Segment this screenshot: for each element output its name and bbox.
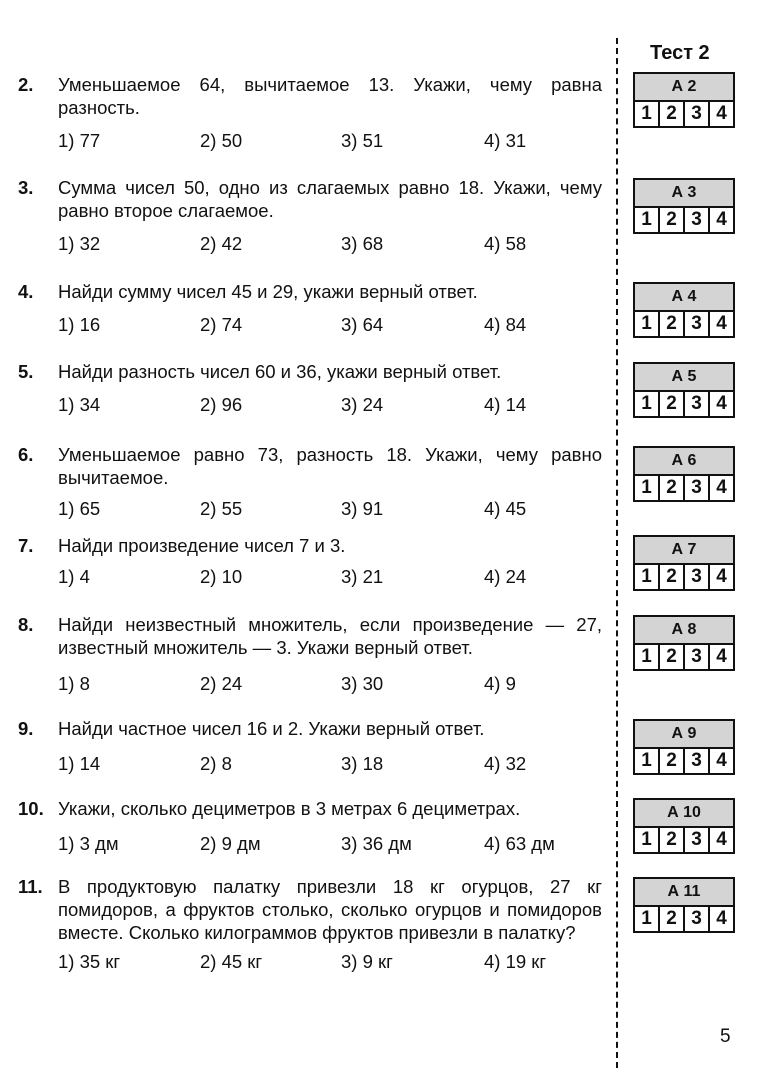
answer-box-cell[interactable]: 3 [685, 565, 710, 589]
question-text: Найди произведение чисел 7 и 3. [58, 535, 346, 556]
answer-box-4 [633, 282, 735, 338]
answer-box-cell[interactable]: 4 [716, 393, 727, 414]
question-number: 10. [18, 798, 44, 819]
question-number: 9. [18, 718, 34, 739]
question-text: Укажи, сколько дециметров в 3 метрах 6 дециметрах. [58, 798, 521, 819]
question-2 [18, 73, 602, 152]
answer-options [58, 232, 602, 255]
answer-option[interactable]: 1) 16 [58, 314, 101, 335]
answer-option[interactable]: 4) 31 [484, 130, 527, 151]
question-text: Уменьшаемое 64, вычитаемое 13. Укажи, чему равна разность. [58, 74, 602, 118]
answer-box-cell[interactable]: 3 [685, 645, 710, 669]
cut-line-divider [616, 38, 618, 1068]
answer-box-cell[interactable]: 1 [635, 645, 660, 669]
answer-option[interactable]: 2) 50 [200, 130, 243, 151]
answer-option[interactable]: 2) 8 [200, 753, 232, 774]
question-number: 6. [18, 444, 34, 465]
answer-box-cell[interactable]: 2 [660, 476, 685, 500]
answer-box-cell[interactable]: 2 [660, 208, 685, 232]
answer-option[interactable]: 3) 18 [341, 753, 384, 774]
answer-box-cell[interactable]: 2 [660, 907, 685, 931]
answer-box-3 [633, 178, 735, 234]
answer-box-cell[interactable]: 2 [660, 645, 685, 669]
answer-box-cell[interactable]: 1 [635, 102, 660, 126]
answer-box-cell[interactable]: 1 [635, 749, 660, 773]
answer-box-cell[interactable]: 3 [685, 907, 710, 931]
page-number: 5 [720, 1026, 731, 1047]
answer-options [58, 672, 602, 695]
answer-option[interactable]: 2) 74 [200, 314, 243, 335]
answer-option[interactable]: 1) 34 [58, 394, 101, 415]
question-number: 5. [18, 361, 34, 382]
answer-option[interactable]: 3) 51 [341, 130, 384, 151]
answer-option[interactable]: 1) 4 [58, 566, 90, 587]
answer-option[interactable]: 4) 32 [484, 753, 527, 774]
question-11 [18, 875, 602, 973]
question-number: 8. [18, 614, 34, 635]
answer-box-cell[interactable]: 4 [716, 209, 727, 230]
question-4 [18, 280, 602, 336]
question-number: 2. [18, 74, 34, 95]
answer-box-cell[interactable]: 4 [716, 646, 727, 667]
answer-box-9 [633, 719, 735, 775]
answer-option[interactable]: 4) 19 кг [484, 951, 547, 972]
answer-box-cell[interactable]: 4 [716, 103, 727, 124]
question-text: Найди сумму чисел 45 и 29, укажи верный ответ. [58, 281, 478, 302]
answer-box-cell[interactable]: 4 [716, 313, 727, 334]
answer-box-cell[interactable]: 3 [685, 828, 710, 852]
answer-box-cell[interactable]: 3 [685, 749, 710, 773]
answer-option[interactable]: 1) 14 [58, 753, 101, 774]
answer-option[interactable]: 1) 3 дм [58, 833, 119, 854]
answer-box-7 [633, 535, 735, 591]
answer-box-cell[interactable]: 2 [660, 102, 685, 126]
answer-box-label: А 4 [635, 284, 733, 312]
answer-option[interactable]: 4) 45 [484, 498, 527, 519]
answer-box-cell[interactable]: 4 [716, 477, 727, 498]
question-5 [18, 360, 602, 416]
answer-option[interactable]: 4) 9 [484, 673, 516, 694]
answer-box-2 [633, 72, 735, 128]
answer-box-cell[interactable]: 1 [635, 907, 660, 931]
answer-box-cell[interactable]: 2 [660, 392, 685, 416]
answer-box-label: А 2 [635, 74, 733, 102]
answer-options [58, 129, 602, 152]
answer-option[interactable]: 3) 91 [341, 498, 384, 519]
answer-option[interactable]: 2) 9 дм [200, 833, 261, 854]
answer-option[interactable]: 3) 9 кг [341, 951, 393, 972]
question-text: Уменьшаемое равно 73, разность 18. Укажи, чему равно вычитаемое. [58, 444, 602, 488]
answer-option[interactable]: 4) 84 [484, 314, 527, 335]
answer-option[interactable]: 1) 32 [58, 233, 101, 254]
answer-option[interactable]: 3) 36 дм [341, 833, 412, 854]
answer-option[interactable]: 1) 8 [58, 673, 90, 694]
question-text: Найди разность чисел 60 и 36, укажи верный ответ. [58, 361, 502, 382]
answer-box-cell[interactable]: 1 [635, 208, 660, 232]
answer-box-8 [633, 615, 735, 671]
answer-box-cell[interactable]: 1 [635, 392, 660, 416]
answer-box-11 [633, 877, 735, 933]
answer-box-cell[interactable]: 3 [685, 476, 710, 500]
question-text: В продуктовую палатку привезли 18 кг огурцов, 27 кг помидоров, а фруктов столько, сколько огурцов и помидоров вместе. Сколько килограммов фруктов привезли в палатку? [58, 876, 602, 943]
answer-options [58, 313, 602, 336]
answer-box-cell[interactable]: 4 [716, 829, 727, 850]
answer-box-label: А 5 [635, 364, 733, 392]
answer-box-cell[interactable]: 4 [716, 750, 727, 771]
answer-option[interactable]: 2) 96 [200, 394, 243, 415]
question-number: 3. [18, 177, 34, 198]
answer-box-6 [633, 446, 735, 502]
answer-option[interactable]: 2) 10 [200, 566, 243, 587]
answer-box-label: А 11 [635, 879, 733, 907]
answer-box-cell[interactable]: 3 [685, 392, 710, 416]
answer-options [58, 497, 602, 520]
answer-option[interactable]: 3) 24 [341, 394, 384, 415]
answer-option[interactable]: 4) 58 [484, 233, 527, 254]
answer-option[interactable]: 2) 45 кг [200, 951, 263, 972]
answer-option[interactable]: 3) 68 [341, 233, 384, 254]
answer-option[interactable]: 4) 14 [484, 394, 527, 415]
answer-box-label: А 7 [635, 537, 733, 565]
answer-options [58, 565, 602, 588]
question-8 [18, 613, 602, 695]
answer-options [58, 393, 602, 416]
answer-box-cell[interactable]: 4 [716, 566, 727, 587]
question-9 [18, 717, 602, 775]
answer-option[interactable]: 1) 35 кг [58, 951, 121, 972]
answer-options [58, 752, 602, 775]
question-text: Сумма чисел 50, одно из слагаемых равно 18. Укажи, чему равно второе слагаемое. [58, 177, 602, 221]
answer-box-cell[interactable]: 1 [635, 828, 660, 852]
answer-box-cell[interactable]: 2 [660, 749, 685, 773]
answer-options [58, 832, 602, 855]
question-6 [18, 443, 602, 520]
question-10 [18, 797, 602, 855]
answer-box-cell[interactable]: 3 [685, 102, 710, 126]
question-number: 7. [18, 535, 34, 556]
question-number: 4. [18, 281, 34, 302]
answer-box-cell[interactable]: 1 [635, 565, 660, 589]
answer-box-cell[interactable]: 3 [685, 312, 710, 336]
answer-box-label: А 8 [635, 617, 733, 645]
answer-box-label: А 9 [635, 721, 733, 749]
answer-box-label: А 6 [635, 448, 733, 476]
answer-box-cell[interactable]: 2 [660, 828, 685, 852]
test-title: Тест 2 [650, 42, 710, 64]
answer-option[interactable]: 1) 77 [58, 130, 101, 151]
question-number: 11. [18, 876, 43, 897]
answer-option[interactable]: 4) 63 дм [484, 833, 555, 854]
answer-box-10 [633, 798, 735, 854]
question-7 [18, 534, 602, 588]
answer-option[interactable]: 4) 24 [484, 566, 527, 587]
answer-option[interactable]: 3) 30 [341, 673, 384, 694]
answer-option[interactable]: 2) 42 [200, 233, 243, 254]
question-text: Найди частное чисел 16 и 2. Укажи верный ответ. [58, 718, 485, 739]
answer-option[interactable]: 2) 24 [200, 673, 243, 694]
answer-box-cell[interactable]: 2 [660, 312, 685, 336]
answer-box-cell[interactable]: 1 [635, 476, 660, 500]
answer-box-5 [633, 362, 735, 418]
answer-options [58, 950, 602, 973]
question-3 [18, 176, 602, 255]
answer-box-label: А 10 [635, 800, 733, 828]
answer-box-cell[interactable]: 2 [660, 565, 685, 589]
answer-option[interactable]: 3) 21 [341, 566, 384, 587]
answer-box-cell[interactable]: 3 [685, 208, 710, 232]
answer-box-cell[interactable]: 1 [635, 312, 660, 336]
answer-box-cell[interactable]: 4 [716, 908, 727, 929]
question-text: Найди неизвестный множитель, если произведение — 27, известный множитель — 3. Укажи верный ответ. [58, 614, 602, 658]
answer-option[interactable]: 2) 55 [200, 498, 243, 519]
answer-box-label: А 3 [635, 180, 733, 208]
answer-option[interactable]: 1) 65 [58, 498, 101, 519]
answer-option[interactable]: 3) 64 [341, 314, 384, 335]
